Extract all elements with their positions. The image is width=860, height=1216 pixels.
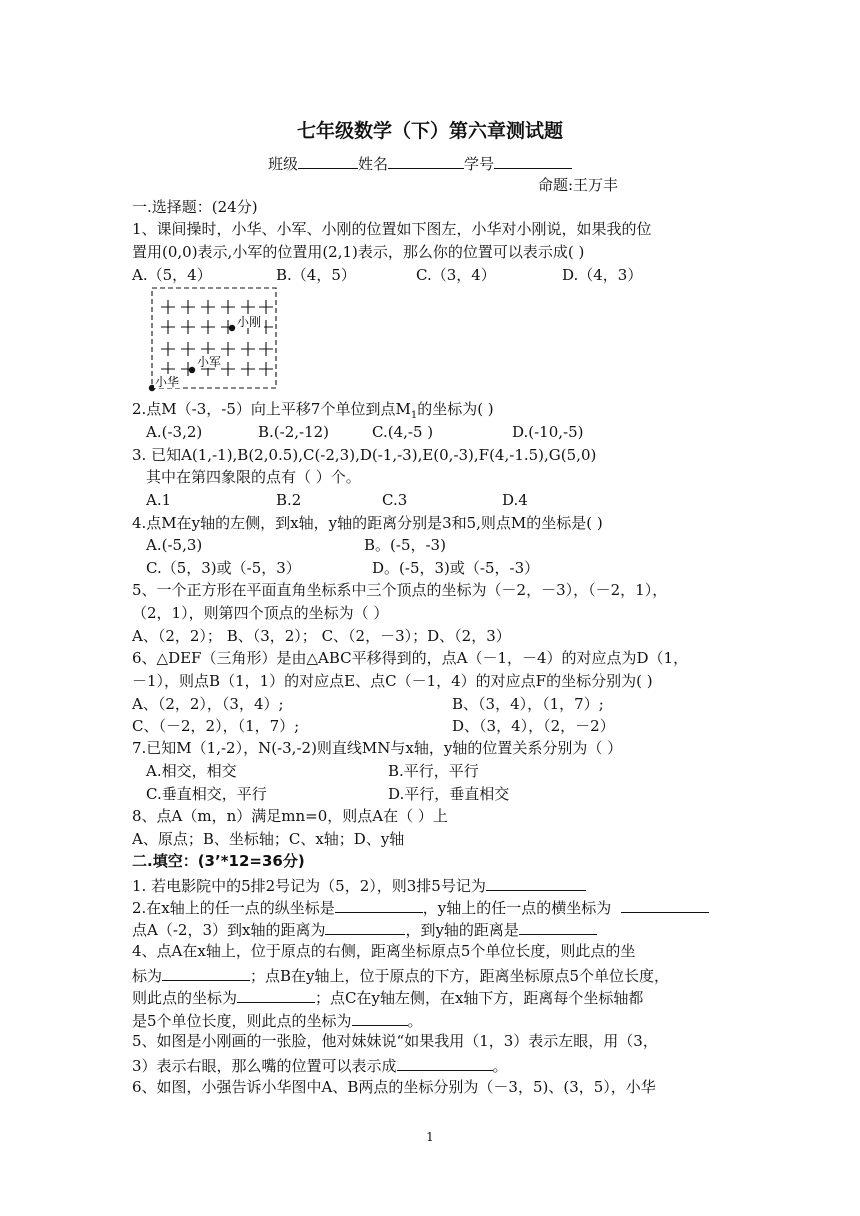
- q6-option-c: C、（－2，2），（1，7）;: [132, 717, 300, 735]
- q7-option-c: C.垂直相交，平行: [146, 785, 267, 803]
- name-blank[interactable]: [388, 152, 464, 169]
- fill-2-text-b: ，y轴上的任一点的横坐标为: [422, 899, 612, 917]
- fill-2: [132, 896, 709, 918]
- q2-option-c: C.(4,-5 ): [372, 423, 434, 441]
- fill-3: [132, 918, 597, 940]
- fill-4-text-c: 则此点的坐标为: [132, 989, 238, 1007]
- label-xiaojun: 小军: [197, 355, 222, 369]
- q2-option-a: A.(-3,2): [146, 423, 203, 441]
- label-xiaogang: 小刚: [237, 315, 262, 329]
- q5-line-2: （2，1），则第四个顶点的坐标为（ ）: [132, 604, 389, 622]
- q6-line-1: 6、△DEF（三角形）是由△ABC平移得到的，点A（－1，－4）的对应点为D（1，: [132, 649, 689, 667]
- fill-4-text-a: 标为: [132, 967, 163, 985]
- fill-4-blank-b[interactable]: [237, 986, 315, 1003]
- q3-line-1: 3. 已知A(1,-1),B(2,0.5),C(-2,3),D(-1,-3),E(0,-3),F(4,-1.5),G(5,0): [132, 446, 597, 464]
- fill-5-text-a: 3）表示右眼，那么嘴的位置可以表示成: [132, 1057, 397, 1075]
- point-xiaogang: [229, 325, 235, 331]
- q1-line-1: 1、课间操时，小华、小军、小刚的位置如下图左，小华对小刚说，如果我的位: [132, 220, 652, 238]
- q7-option-d: D.平行，垂直相交: [388, 785, 510, 803]
- q1-option-c: C.（3，4）: [416, 266, 496, 284]
- fill-1-text: 1. 若电影院中的5排2号记为（5，2），则3排5号记为: [132, 877, 486, 895]
- fill-4-text-b: ；点B在y轴上，位于原点的下方，距离坐标原点5个单位长度，: [250, 967, 670, 985]
- class-blank[interactable]: [298, 152, 358, 169]
- q4-option-a: A.(-5,3): [146, 536, 203, 554]
- author-line: 命题:王万丰: [538, 176, 619, 194]
- q3-option-c: C.3: [382, 491, 408, 509]
- q6-option-d: D、（3，4），（2，－2）: [452, 717, 615, 735]
- fill-4-line-3: [132, 986, 643, 1008]
- id-blank[interactable]: [494, 152, 572, 169]
- fill-2-blank-a[interactable]: [335, 896, 423, 913]
- fill-1-blank[interactable]: [486, 874, 586, 891]
- fill-3-blank-a[interactable]: [325, 918, 405, 935]
- student-info-line: [268, 152, 572, 174]
- fill-4-text-e: 是5个单位长度，则此点的坐标为: [132, 1012, 352, 1030]
- fill-4-blank-a[interactable]: [162, 964, 250, 981]
- fill-2-text-a: 2.在x轴上的任一点的纵坐标是: [132, 899, 335, 917]
- fill-2-blank-b[interactable]: [621, 896, 709, 913]
- page-title: 七年级数学（下）第六章测试题: [296, 120, 563, 142]
- fill-3-text-b: ，到y轴的距离是: [405, 921, 519, 939]
- q3-line-2: 其中在第四象限的点有（ ）个。: [146, 468, 361, 486]
- fill-1: [132, 874, 586, 896]
- q2-stem-end: 的坐标为( ): [417, 400, 494, 418]
- q3-option-d: D.4: [502, 491, 528, 509]
- fill-4-text-d: ；点C在y轴左侧，在x轴下方，距离每个坐标轴都: [315, 989, 644, 1007]
- q6-option-b: B、（3，4），（1，7）;: [452, 695, 604, 713]
- q7-option-a: A.相交，相交: [146, 762, 237, 780]
- q7-stem: 7.已知M（1,-2），N(-3,-2)则直线MN与x轴，y轴的位置关系分别为（ ）: [132, 739, 623, 757]
- fill-4-line-1: 4、点A在x轴上，位于原点的右侧，距离坐标原点5个单位长度，则此点的坐: [132, 942, 636, 960]
- point-xiaojun: [189, 367, 195, 373]
- position-grid-figure: [140, 284, 290, 396]
- q4-option-b: B。(-5，-3): [364, 536, 446, 554]
- section-1-heading: 一.选择题：(24分): [132, 198, 258, 216]
- q7-option-b: B.平行，平行: [388, 762, 479, 780]
- q1-option-d: D.（4，3）: [562, 266, 643, 284]
- grid-border: [152, 288, 276, 388]
- q1-option-a: A.（5，4）: [132, 266, 212, 284]
- fill-5-line-2: [132, 1054, 508, 1076]
- fill-4-line-2: [132, 964, 669, 986]
- fill-6-line-1: 6、如图，小强告诉小华图中A、B两点的坐标分别为（－3，5)、(3，5），小华: [132, 1078, 656, 1096]
- fill-3-text-a: 点A（-2，3）到x轴的距离为: [132, 921, 326, 939]
- q3-option-b: B.2: [276, 491, 302, 509]
- q5-options: A、（2，2）； B、（3，2）； C、（2，－3）；D、（2，3）: [132, 627, 511, 645]
- fill-4-line-4: [132, 1009, 423, 1031]
- fill-5-blank[interactable]: [397, 1054, 493, 1071]
- id-label: 学号: [464, 155, 495, 173]
- label-xiaohua: 小华: [155, 375, 180, 389]
- q8-options: A、原点；B、坐标轴；C、x轴；D、y轴: [132, 830, 405, 848]
- q1-option-b: B.（4，5）: [276, 266, 356, 284]
- class-label: 班级: [268, 155, 299, 173]
- q4-stem: 4.点M在y轴的左侧，到x轴，y轴的距离分别是3和5,则点M的坐标是( ): [132, 514, 603, 532]
- q8-stem: 8、点A（m，n）满足mn=0，则点A在（ ）上: [132, 807, 448, 825]
- q2-subscript: 1: [410, 410, 418, 421]
- q1-line-2: 置用(0,0)表示,小军的位置用(2,1)表示，那么你的位置可以表示成( ): [132, 243, 585, 261]
- fill-4-text-f: 。: [407, 1012, 423, 1030]
- fill-5-text-b: 。: [492, 1057, 508, 1075]
- q6-option-a: A、（2，2），（3，4）;: [132, 695, 284, 713]
- name-label: 姓名: [358, 155, 389, 173]
- q5-line-1: 5、一个正方形在平面直角坐标系中三个顶点的坐标为（－2，－3），（－2，1），: [132, 581, 668, 599]
- q4-option-c: C.（5，3)或（-5，3）: [146, 559, 301, 577]
- q2-stem-text: 2.点M（-3，-5）向上平移7个单位到点M: [132, 400, 411, 418]
- q6-line-2: －1），则点B（1，1）的对应点E、点C（－1，4）的对应点F的坐标分别为( ): [132, 672, 653, 690]
- fill-4-blank-c[interactable]: [352, 1009, 408, 1026]
- section-2-heading: 二.填空：(3’*12=36分): [132, 852, 305, 870]
- q2-option-b: B.(-2,-12): [258, 423, 330, 441]
- q2-option-d: D.(-10,-5): [512, 423, 584, 441]
- q4-option-d: D。(-5，3)或（-5，-3）: [372, 559, 540, 577]
- q3-option-a: A.1: [146, 491, 172, 509]
- page-number: 1: [426, 1130, 434, 1144]
- fill-3-blank-b[interactable]: [519, 918, 597, 935]
- fill-5-line-1: 5、如图是小刚画的一张脸，他对妹妹说“如果我用（1，3）表示左眼，用（3，: [132, 1032, 658, 1050]
